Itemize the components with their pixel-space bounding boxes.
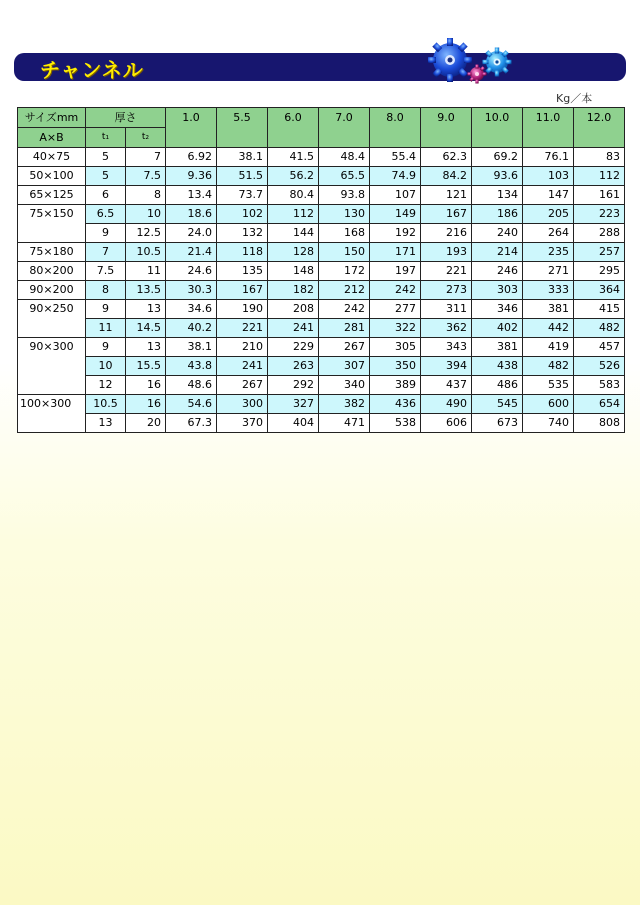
weight-cell: 30.3 bbox=[166, 281, 217, 300]
weight-cell: 538 bbox=[370, 414, 421, 433]
thickness-header: 厚さ bbox=[86, 108, 166, 128]
weight-cell: 149 bbox=[370, 205, 421, 224]
weight-cell: 38.1 bbox=[217, 148, 268, 167]
t1-cell: 7.5 bbox=[86, 262, 126, 281]
weight-cell: 482 bbox=[574, 319, 625, 338]
weight-cell: 404 bbox=[268, 414, 319, 433]
weight-cell: 62.3 bbox=[421, 148, 472, 167]
weight-cell: 273 bbox=[421, 281, 472, 300]
weight-cell: 382 bbox=[319, 395, 370, 414]
weight-cell: 242 bbox=[319, 300, 370, 319]
weight-cell: 34.6 bbox=[166, 300, 217, 319]
weight-cell: 112 bbox=[574, 167, 625, 186]
weight-cell: 305 bbox=[370, 338, 421, 357]
t2-cell: 13.5 bbox=[126, 281, 166, 300]
weight-cell: 292 bbox=[268, 376, 319, 395]
weight-cell: 171 bbox=[370, 243, 421, 262]
t1-cell: 10.5 bbox=[86, 395, 126, 414]
weight-cell: 38.1 bbox=[166, 338, 217, 357]
size-cell: 90×200 bbox=[18, 281, 86, 300]
axb-header: A×B bbox=[18, 128, 86, 148]
weight-cell: 24.6 bbox=[166, 262, 217, 281]
weight-cell: 389 bbox=[370, 376, 421, 395]
weight-cell: 132 bbox=[217, 224, 268, 243]
weight-cell: 322 bbox=[370, 319, 421, 338]
t2-cell: 10 bbox=[126, 205, 166, 224]
gear-icon bbox=[483, 48, 512, 77]
weight-cell: 208 bbox=[268, 300, 319, 319]
weight-cell: 148 bbox=[268, 262, 319, 281]
weight-cell: 43.8 bbox=[166, 357, 217, 376]
t1-cell: 8 bbox=[86, 281, 126, 300]
weight-cell: 437 bbox=[421, 376, 472, 395]
t2-cell: 13 bbox=[126, 338, 166, 357]
table-row bbox=[18, 186, 625, 205]
table-row bbox=[18, 414, 625, 433]
weight-cell: 277 bbox=[370, 300, 421, 319]
weight-cell: 69.2 bbox=[472, 148, 523, 167]
weight-cell: 161 bbox=[574, 186, 625, 205]
weight-cell: 80.4 bbox=[268, 186, 319, 205]
weight-cell: 216 bbox=[421, 224, 472, 243]
weight-cell: 402 bbox=[472, 319, 523, 338]
weight-cell: 673 bbox=[472, 414, 523, 433]
table-row bbox=[18, 224, 625, 243]
weight-cell: 526 bbox=[574, 357, 625, 376]
t2-cell: 13 bbox=[126, 300, 166, 319]
table-row bbox=[18, 205, 625, 224]
weight-cell: 212 bbox=[319, 281, 370, 300]
size-cell: 80×200 bbox=[18, 262, 86, 281]
weight-cell: 83 bbox=[574, 148, 625, 167]
t1-cell: 9 bbox=[86, 338, 126, 357]
t1-cell: 5 bbox=[86, 167, 126, 186]
weight-cell: 419 bbox=[523, 338, 574, 357]
table-row bbox=[18, 281, 625, 300]
weight-cell: 242 bbox=[370, 281, 421, 300]
length-header: 5.5 bbox=[217, 108, 268, 148]
t2-cell: 16 bbox=[126, 376, 166, 395]
length-header: 11.0 bbox=[523, 108, 574, 148]
weight-cell: 6.92 bbox=[166, 148, 217, 167]
weight-cell: 48.6 bbox=[166, 376, 217, 395]
weight-cell: 56.2 bbox=[268, 167, 319, 186]
t1-cell: 5 bbox=[86, 148, 126, 167]
t2-cell: 7.5 bbox=[126, 167, 166, 186]
length-header: 7.0 bbox=[319, 108, 370, 148]
weight-cell: 535 bbox=[523, 376, 574, 395]
t1-cell: 9 bbox=[86, 300, 126, 319]
weight-cell: 102 bbox=[217, 205, 268, 224]
size-header: サイズmm bbox=[18, 108, 86, 128]
weight-cell: 118 bbox=[217, 243, 268, 262]
weight-cell: 205 bbox=[523, 205, 574, 224]
weight-cell: 364 bbox=[574, 281, 625, 300]
length-header: 6.0 bbox=[268, 108, 319, 148]
weight-cell: 223 bbox=[574, 205, 625, 224]
gears-decoration bbox=[420, 34, 520, 90]
weight-cell: 271 bbox=[523, 262, 574, 281]
size-cell: 65×125 bbox=[18, 186, 86, 205]
weight-cell: 281 bbox=[319, 319, 370, 338]
weight-cell: 144 bbox=[268, 224, 319, 243]
weight-cell: 486 bbox=[472, 376, 523, 395]
weight-cell: 471 bbox=[319, 414, 370, 433]
weight-cell: 303 bbox=[472, 281, 523, 300]
t2-cell: 7 bbox=[126, 148, 166, 167]
weight-cell: 48.4 bbox=[319, 148, 370, 167]
weight-cell: 606 bbox=[421, 414, 472, 433]
weight-cell: 210 bbox=[217, 338, 268, 357]
size-cell: 75×150 bbox=[18, 205, 86, 243]
table-body bbox=[18, 108, 625, 433]
size-cell: 90×250 bbox=[18, 300, 86, 338]
table-row bbox=[18, 357, 625, 376]
weight-cell: 346 bbox=[472, 300, 523, 319]
table-row bbox=[18, 338, 625, 357]
t1-cell: 10 bbox=[86, 357, 126, 376]
size-cell: 40×75 bbox=[18, 148, 86, 167]
length-header: 10.0 bbox=[472, 108, 523, 148]
weight-cell: 311 bbox=[421, 300, 472, 319]
weight-cell: 121 bbox=[421, 186, 472, 205]
weight-cell: 214 bbox=[472, 243, 523, 262]
weight-cell: 295 bbox=[574, 262, 625, 281]
weight-cell: 600 bbox=[523, 395, 574, 414]
weight-cell: 235 bbox=[523, 243, 574, 262]
t1-header: t₁ bbox=[86, 128, 126, 148]
t2-cell: 12.5 bbox=[126, 224, 166, 243]
weight-cell: 340 bbox=[319, 376, 370, 395]
t1-cell: 13 bbox=[86, 414, 126, 433]
weight-cell: 229 bbox=[268, 338, 319, 357]
table-row bbox=[18, 376, 625, 395]
weight-cell: 197 bbox=[370, 262, 421, 281]
weight-cell: 545 bbox=[472, 395, 523, 414]
channel-weight-table bbox=[17, 107, 625, 433]
t2-cell: 20 bbox=[126, 414, 166, 433]
weight-cell: 167 bbox=[217, 281, 268, 300]
weight-cell: 288 bbox=[574, 224, 625, 243]
weight-cell: 740 bbox=[523, 414, 574, 433]
weight-cell: 18.6 bbox=[166, 205, 217, 224]
weight-cell: 654 bbox=[574, 395, 625, 414]
table-row bbox=[18, 243, 625, 262]
size-cell: 75×180 bbox=[18, 243, 86, 262]
weight-cell: 76.1 bbox=[523, 148, 574, 167]
weight-cell: 333 bbox=[523, 281, 574, 300]
weight-cell: 442 bbox=[523, 319, 574, 338]
size-cell: 50×100 bbox=[18, 167, 86, 186]
weight-cell: 808 bbox=[574, 414, 625, 433]
t1-cell: 6.5 bbox=[86, 205, 126, 224]
weight-cell: 370 bbox=[217, 414, 268, 433]
weight-cell: 267 bbox=[217, 376, 268, 395]
weight-cell: 67.3 bbox=[166, 414, 217, 433]
weight-cell: 241 bbox=[217, 357, 268, 376]
length-header: 12.0 bbox=[574, 108, 625, 148]
t1-cell: 9 bbox=[86, 224, 126, 243]
table-row bbox=[18, 319, 625, 338]
weight-cell: 134 bbox=[472, 186, 523, 205]
weight-cell: 350 bbox=[370, 357, 421, 376]
length-header: 8.0 bbox=[370, 108, 421, 148]
t2-header: t₂ bbox=[126, 128, 166, 148]
weight-cell: 128 bbox=[268, 243, 319, 262]
weight-cell: 246 bbox=[472, 262, 523, 281]
table-row bbox=[18, 148, 625, 167]
weight-cell: 264 bbox=[523, 224, 574, 243]
weight-cell: 51.5 bbox=[217, 167, 268, 186]
t1-cell: 12 bbox=[86, 376, 126, 395]
weight-cell: 327 bbox=[268, 395, 319, 414]
t1-cell: 6 bbox=[86, 186, 126, 205]
t2-cell: 11 bbox=[126, 262, 166, 281]
weight-cell: 182 bbox=[268, 281, 319, 300]
weight-cell: 93.8 bbox=[319, 186, 370, 205]
weight-cell: 381 bbox=[523, 300, 574, 319]
weight-cell: 381 bbox=[472, 338, 523, 357]
weight-cell: 192 bbox=[370, 224, 421, 243]
weight-cell: 190 bbox=[217, 300, 268, 319]
table-row bbox=[18, 262, 625, 281]
t2-cell: 15.5 bbox=[126, 357, 166, 376]
weight-cell: 167 bbox=[421, 205, 472, 224]
weight-cell: 24.0 bbox=[166, 224, 217, 243]
weight-cell: 457 bbox=[574, 338, 625, 357]
weight-cell: 221 bbox=[217, 319, 268, 338]
weight-cell: 241 bbox=[268, 319, 319, 338]
weight-cell: 130 bbox=[319, 205, 370, 224]
weight-cell: 257 bbox=[574, 243, 625, 262]
weight-cell: 21.4 bbox=[166, 243, 217, 262]
weight-cell: 583 bbox=[574, 376, 625, 395]
weight-cell: 107 bbox=[370, 186, 421, 205]
table-row bbox=[18, 395, 625, 414]
weight-cell: 438 bbox=[472, 357, 523, 376]
weight-cell: 186 bbox=[472, 205, 523, 224]
weight-cell: 168 bbox=[319, 224, 370, 243]
weight-cell: 193 bbox=[421, 243, 472, 262]
weight-cell: 84.2 bbox=[421, 167, 472, 186]
weight-cell: 343 bbox=[421, 338, 472, 357]
unit-label: Kg／本 bbox=[556, 92, 593, 105]
weight-cell: 112 bbox=[268, 205, 319, 224]
weight-cell: 240 bbox=[472, 224, 523, 243]
weight-cell: 74.9 bbox=[370, 167, 421, 186]
page-title: チャンネル bbox=[40, 58, 144, 82]
weight-cell: 147 bbox=[523, 186, 574, 205]
table-row bbox=[18, 167, 625, 186]
t2-cell: 14.5 bbox=[126, 319, 166, 338]
weight-cell: 221 bbox=[421, 262, 472, 281]
weight-cell: 263 bbox=[268, 357, 319, 376]
weight-cell: 362 bbox=[421, 319, 472, 338]
length-header: 1.0 bbox=[166, 108, 217, 148]
table-row bbox=[18, 300, 625, 319]
t1-cell: 7 bbox=[86, 243, 126, 262]
t2-cell: 8 bbox=[126, 186, 166, 205]
weight-cell: 490 bbox=[421, 395, 472, 414]
weight-cell: 482 bbox=[523, 357, 574, 376]
title-banner bbox=[14, 53, 626, 81]
weight-cell: 172 bbox=[319, 262, 370, 281]
weight-cell: 307 bbox=[319, 357, 370, 376]
size-cell: 100×300 bbox=[18, 395, 86, 433]
weight-cell: 267 bbox=[319, 338, 370, 357]
weight-cell: 300 bbox=[217, 395, 268, 414]
weight-cell: 73.7 bbox=[217, 186, 268, 205]
weight-cell: 436 bbox=[370, 395, 421, 414]
weight-cell: 103 bbox=[523, 167, 574, 186]
weight-cell: 40.2 bbox=[166, 319, 217, 338]
t1-cell: 11 bbox=[86, 319, 126, 338]
weight-cell: 93.6 bbox=[472, 167, 523, 186]
weight-cell: 394 bbox=[421, 357, 472, 376]
weight-cell: 41.5 bbox=[268, 148, 319, 167]
t2-cell: 10.5 bbox=[126, 243, 166, 262]
weight-cell: 150 bbox=[319, 243, 370, 262]
weight-cell: 65.5 bbox=[319, 167, 370, 186]
weight-cell: 55.4 bbox=[370, 148, 421, 167]
weight-cell: 54.6 bbox=[166, 395, 217, 414]
size-cell: 90×300 bbox=[18, 338, 86, 395]
weight-cell: 13.4 bbox=[166, 186, 217, 205]
weight-cell: 135 bbox=[217, 262, 268, 281]
length-header: 9.0 bbox=[421, 108, 472, 148]
weight-cell: 415 bbox=[574, 300, 625, 319]
header-row bbox=[18, 108, 625, 128]
weight-cell: 9.36 bbox=[166, 167, 217, 186]
gear-icon bbox=[468, 65, 487, 84]
t2-cell: 16 bbox=[126, 395, 166, 414]
gear-icon bbox=[428, 38, 472, 82]
